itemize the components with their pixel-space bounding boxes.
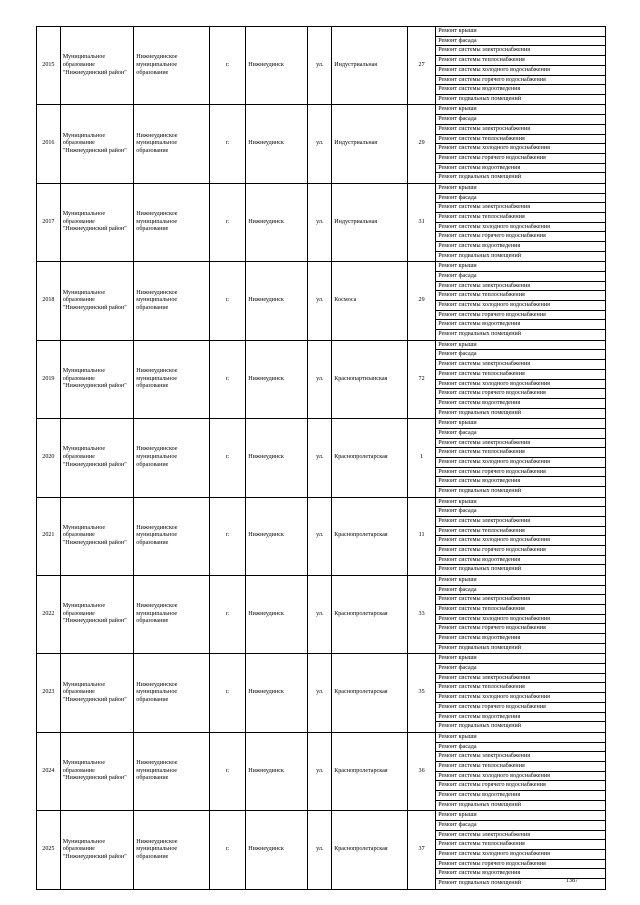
document-sheet	[36, 26, 606, 890]
table-row	[37, 732, 606, 810]
house-number-cell: 36	[407, 732, 435, 810]
municipality-name-cell: Нижнеудинское муниципальное образование	[134, 105, 210, 183]
settlement-type-cell: г.	[210, 575, 246, 653]
house-number-cell: 11	[407, 497, 435, 575]
municipality-name-cell: Нижнеудинское муниципальное образование	[134, 575, 210, 653]
work-item: Ремонт фасада	[436, 115, 605, 125]
work-item: Ремонт системы теплоснабжения	[436, 291, 605, 301]
municipal-district-cell: Муниципальное образование "Нижнеудинский район"	[60, 654, 134, 732]
row-number-cell: 2022	[37, 575, 61, 653]
municipal-district-cell: Муниципальное образование "Нижнеудинский район"	[60, 27, 134, 105]
municipality-name-cell: Нижнеудинское муниципальное образование	[134, 732, 210, 810]
work-item: Ремонт системы электроснабжения	[436, 831, 605, 841]
street-type-cell: ул.	[308, 183, 332, 261]
work-item: Ремонт системы теплоснабжения	[436, 448, 605, 458]
municipal-district-cell: Муниципальное образование "Нижнеудинский район"	[60, 732, 134, 810]
settlement-name-cell: Нижнеудинск	[246, 419, 308, 497]
street-name-cell: Краснопролетарская	[332, 419, 408, 497]
work-item: Ремонт системы электроснабжения	[436, 46, 605, 56]
table-row	[37, 183, 606, 261]
work-item: Ремонт системы холодного водоснабжения	[436, 772, 605, 782]
work-item: Ремонт системы горячего водоснабжения	[436, 860, 605, 870]
settlement-type-cell: г.	[210, 419, 246, 497]
table-body	[37, 27, 606, 890]
work-item: Ремонт системы холодного водоснабжения	[436, 66, 605, 76]
street-type-cell: ул.	[308, 262, 332, 340]
repair-register-table	[36, 26, 606, 890]
work-item: Ремонт системы теплоснабжения	[436, 840, 605, 850]
works-list-cell	[436, 732, 606, 810]
settlement-type-cell: г.	[210, 732, 246, 810]
works-list-cell	[436, 497, 606, 575]
street-name-cell: Космоса	[332, 262, 408, 340]
municipality-name-cell: Нижнеудинское муниципальное образование	[134, 340, 210, 418]
street-type-cell: ул.	[308, 497, 332, 575]
settlement-name-cell: Нижнеудинск	[246, 497, 308, 575]
work-item: Ремонт системы теплоснабжения	[436, 370, 605, 380]
work-item: Ремонт системы электроснабжения	[436, 674, 605, 684]
work-item: Ремонт фасада	[436, 272, 605, 282]
settlement-name-cell: Нижнеудинск	[246, 732, 308, 810]
settlement-name-cell: Нижнеудинск	[246, 575, 308, 653]
municipal-district-cell: Муниципальное образование "Нижнеудинский район"	[60, 811, 134, 889]
work-item: Ремонт системы холодного водоснабжения	[436, 144, 605, 154]
work-item: Ремонт крыши	[436, 184, 605, 194]
municipality-name-cell: Нижнеудинское муниципальное образование	[134, 262, 210, 340]
table-row	[37, 262, 606, 340]
work-item: Ремонт системы холодного водоснабжения	[436, 223, 605, 233]
works-list-cell	[436, 262, 606, 340]
work-item: Ремонт подвальных помещений	[438, 409, 522, 416]
work-item: Ремонт подвальных помещений	[438, 174, 522, 181]
street-type-cell: ул.	[308, 575, 332, 653]
work-item: Ремонт фасада	[436, 194, 605, 204]
work-item: Ремонт системы холодного водоснабжения	[436, 615, 605, 625]
house-number-cell: 37	[407, 811, 435, 889]
work-item: Ремонт системы электроснабжения	[436, 125, 605, 135]
work-item: Ремонт крыши	[436, 341, 605, 351]
work-item: Ремонт системы электроснабжения	[436, 517, 605, 527]
work-item: Ремонт фасада	[436, 743, 605, 753]
work-item: Ремонт системы водоотведения	[436, 869, 605, 879]
work-item: Ремонт системы холодного водоснабжения	[436, 301, 605, 311]
settlement-name-cell: Нижнеудинск	[246, 27, 308, 105]
settlement-type-cell: г.	[210, 340, 246, 418]
street-name-cell: Индустриальная	[332, 27, 408, 105]
works-list-cell	[436, 27, 606, 105]
work-item: Ремонт системы горячего водоснабжения	[436, 389, 605, 399]
house-number-cell: 1	[407, 419, 435, 497]
works-list-cell	[436, 105, 606, 183]
work-item: Ремонт системы электроснабжения	[436, 439, 605, 449]
municipal-district-cell: Муниципальное образование "Нижнеудинский район"	[60, 262, 134, 340]
house-number-cell: 72	[407, 340, 435, 418]
work-item: Ремонт системы водоотведения	[436, 164, 605, 174]
row-number-cell: 2018	[37, 262, 61, 340]
work-item: Ремонт крыши	[436, 576, 605, 586]
work-item: Ремонт системы теплоснабжения	[436, 683, 605, 693]
house-number-cell: 29	[407, 105, 435, 183]
work-item: Ремонт системы горячего водоснабжения	[436, 546, 605, 556]
house-number-cell: 31	[407, 183, 435, 261]
table-row	[37, 654, 606, 732]
street-name-cell: Индустриальная	[332, 105, 408, 183]
work-item: Ремонт фасада	[436, 37, 605, 47]
works-list-cell	[436, 340, 606, 418]
row-number-cell: 2020	[37, 419, 61, 497]
work-item: Ремонт крыши	[436, 419, 605, 429]
work-item: Ремонт фасада	[436, 507, 605, 517]
municipality-name-cell: Нижнеудинское муниципальное образование	[134, 497, 210, 575]
work-item: Ремонт системы водоотведения	[436, 556, 605, 566]
municipality-name-cell: Нижнеудинское муниципальное образование	[134, 183, 210, 261]
municipal-district-cell: Муниципальное образование "Нижнеудинский район"	[60, 183, 134, 261]
settlement-type-cell: г.	[210, 811, 246, 889]
works-list-cell	[436, 575, 606, 653]
municipal-district-cell: Муниципальное образование "Нижнеудинский район"	[60, 497, 134, 575]
table-row	[37, 340, 606, 418]
house-number-cell: 29	[407, 262, 435, 340]
municipal-district-cell: Муниципальное образование "Нижнеудинский район"	[60, 419, 134, 497]
work-item: Ремонт системы холодного водоснабжения	[436, 850, 605, 860]
work-item: Ремонт подвальных помещений	[438, 801, 522, 808]
settlement-type-cell: г.	[210, 497, 246, 575]
work-item: Ремонт подвальных помещений	[438, 644, 522, 651]
row-number-cell: 2024	[37, 732, 61, 810]
work-item: Ремонт системы горячего водоснабжения	[436, 624, 605, 634]
works-list-cell	[436, 183, 606, 261]
work-item: Ремонт системы горячего водоснабжения	[436, 703, 605, 713]
work-item: Ремонт подвальных помещений	[438, 252, 522, 259]
municipality-name-cell: Нижнеудинское муниципальное образование	[134, 811, 210, 889]
settlement-name-cell: Нижнеудинск	[246, 654, 308, 732]
settlement-name-cell: Нижнеудинск	[246, 105, 308, 183]
work-item: Ремонт системы горячего водоснабжения	[436, 468, 605, 478]
settlement-type-cell: г.	[210, 183, 246, 261]
street-name-cell: Краснопролетарская	[332, 654, 408, 732]
work-item: Ремонт крыши	[436, 811, 605, 821]
table-row	[37, 105, 606, 183]
settlement-name-cell: Нижнеудинск	[246, 340, 308, 418]
work-item: Ремонт подвальных помещений	[438, 331, 522, 338]
street-type-cell: ул.	[308, 732, 332, 810]
work-item: Ремонт фасада	[436, 350, 605, 360]
street-type-cell: ул.	[308, 654, 332, 732]
row-number-cell: 2016	[37, 105, 61, 183]
work-item: Ремонт системы водоотведения	[436, 242, 605, 252]
table-row	[37, 497, 606, 575]
settlement-type-cell: г.	[210, 654, 246, 732]
works-list-cell	[436, 811, 606, 889]
work-item: Ремонт подвальных помещений	[438, 723, 522, 730]
settlement-name-cell: Нижнеудинск	[246, 262, 308, 340]
row-number-cell: 2023	[37, 654, 61, 732]
row-number-cell: 2017	[37, 183, 61, 261]
house-number-cell: 35	[407, 654, 435, 732]
work-item: Ремонт системы электроснабжения	[436, 282, 605, 292]
work-item: Ремонт фасада	[436, 821, 605, 831]
row-number-cell: 2019	[37, 340, 61, 418]
work-item: Ремонт системы горячего водоснабжения	[436, 311, 605, 321]
work-item: Ремонт крыши	[436, 498, 605, 508]
work-item: Ремонт системы холодного водоснабжения	[436, 536, 605, 546]
street-type-cell: ул.	[308, 340, 332, 418]
page-number: 1387	[566, 878, 578, 884]
settlement-name-cell: Нижнеудинск	[246, 811, 308, 889]
work-item: Ремонт системы электроснабжения	[436, 752, 605, 762]
street-name-cell: Индустриальная	[332, 183, 408, 261]
work-item: Ремонт системы теплоснабжения	[436, 56, 605, 66]
work-item: Ремонт системы водоотведения	[436, 634, 605, 644]
street-type-cell: ул.	[308, 27, 332, 105]
table-row	[37, 811, 606, 889]
street-name-cell: Краснопролетарская	[332, 732, 408, 810]
work-item: Ремонт фасада	[436, 586, 605, 596]
street-name-cell: Краснопролетарская	[332, 497, 408, 575]
work-item: Ремонт подвальных помещений	[438, 488, 522, 495]
municipal-district-cell: Муниципальное образование "Нижнеудинский район"	[60, 340, 134, 418]
work-item: Ремонт подвальных помещений	[438, 566, 522, 573]
work-item: Ремонт крыши	[436, 262, 605, 272]
municipality-name-cell: Нижнеудинское муниципальное образование	[134, 419, 210, 497]
municipality-name-cell: Нижнеудинское муниципальное образование	[134, 27, 210, 105]
work-item: Ремонт крыши	[436, 654, 605, 664]
work-item: Ремонт системы горячего водоснабжения	[436, 781, 605, 791]
work-item: Ремонт системы электроснабжения	[436, 203, 605, 213]
works-list-cell	[436, 419, 606, 497]
row-number-cell: 2025	[37, 811, 61, 889]
work-item: Ремонт подвальных помещений	[438, 880, 522, 887]
work-item: Ремонт системы электроснабжения	[436, 595, 605, 605]
work-item: Ремонт системы холодного водоснабжения	[436, 458, 605, 468]
table-row	[37, 419, 606, 497]
table-row	[37, 575, 606, 653]
street-name-cell: Краснопролетарская	[332, 811, 408, 889]
work-item: Ремонт крыши	[436, 733, 605, 743]
settlement-type-cell: г.	[210, 105, 246, 183]
work-item: Ремонт системы теплоснабжения	[436, 605, 605, 615]
street-name-cell: Краснопролетарская	[332, 575, 408, 653]
street-type-cell: ул.	[308, 811, 332, 889]
work-item: Ремонт системы холодного водоснабжения	[436, 693, 605, 703]
work-item: Ремонт системы электроснабжения	[436, 360, 605, 370]
work-item: Ремонт фасада	[436, 429, 605, 439]
municipal-district-cell: Муниципальное образование "Нижнеудинский район"	[60, 575, 134, 653]
work-item: Ремонт системы теплоснабжения	[436, 527, 605, 537]
works-list-cell	[436, 654, 606, 732]
row-number-cell: 2015	[37, 27, 61, 105]
house-number-cell: 33	[407, 575, 435, 653]
work-item: Ремонт системы горячего водоснабжения	[436, 232, 605, 242]
work-item: Ремонт системы теплоснабжения	[436, 762, 605, 772]
settlement-type-cell: г.	[210, 27, 246, 105]
municipal-district-cell: Муниципальное образование "Нижнеудинский район"	[60, 105, 134, 183]
street-type-cell: ул.	[308, 105, 332, 183]
work-item: Ремонт подвальных помещений	[438, 95, 522, 102]
work-item: Ремонт системы водоотведения	[436, 85, 605, 95]
house-number-cell: 27	[407, 27, 435, 105]
settlement-name-cell: Нижнеудинск	[246, 183, 308, 261]
work-item: Ремонт системы горячего водоснабжения	[436, 76, 605, 86]
work-item: Ремонт системы водоотведения	[436, 477, 605, 487]
municipality-name-cell: Нижнеудинское муниципальное образование	[134, 654, 210, 732]
work-item: Ремонт системы водоотведения	[436, 791, 605, 801]
work-item: Ремонт системы теплоснабжения	[436, 213, 605, 223]
work-item: Ремонт системы теплоснабжения	[436, 135, 605, 145]
work-item: Ремонт системы горячего водоснабжения	[436, 154, 605, 164]
street-type-cell: ул.	[308, 419, 332, 497]
work-item: Ремонт системы водоотведения	[436, 713, 605, 723]
work-item: Ремонт системы водоотведения	[436, 399, 605, 409]
row-number-cell: 2021	[37, 497, 61, 575]
work-item: Ремонт крыши	[436, 105, 605, 115]
table-row	[37, 27, 606, 105]
street-name-cell: Краснопартизанская	[332, 340, 408, 418]
work-item: Ремонт фасада	[436, 664, 605, 674]
work-item: Ремонт системы водоотведения	[436, 320, 605, 330]
work-item: Ремонт крыши	[436, 27, 605, 37]
settlement-type-cell: г.	[210, 262, 246, 340]
work-item: Ремонт системы холодного водоснабжения	[436, 380, 605, 390]
